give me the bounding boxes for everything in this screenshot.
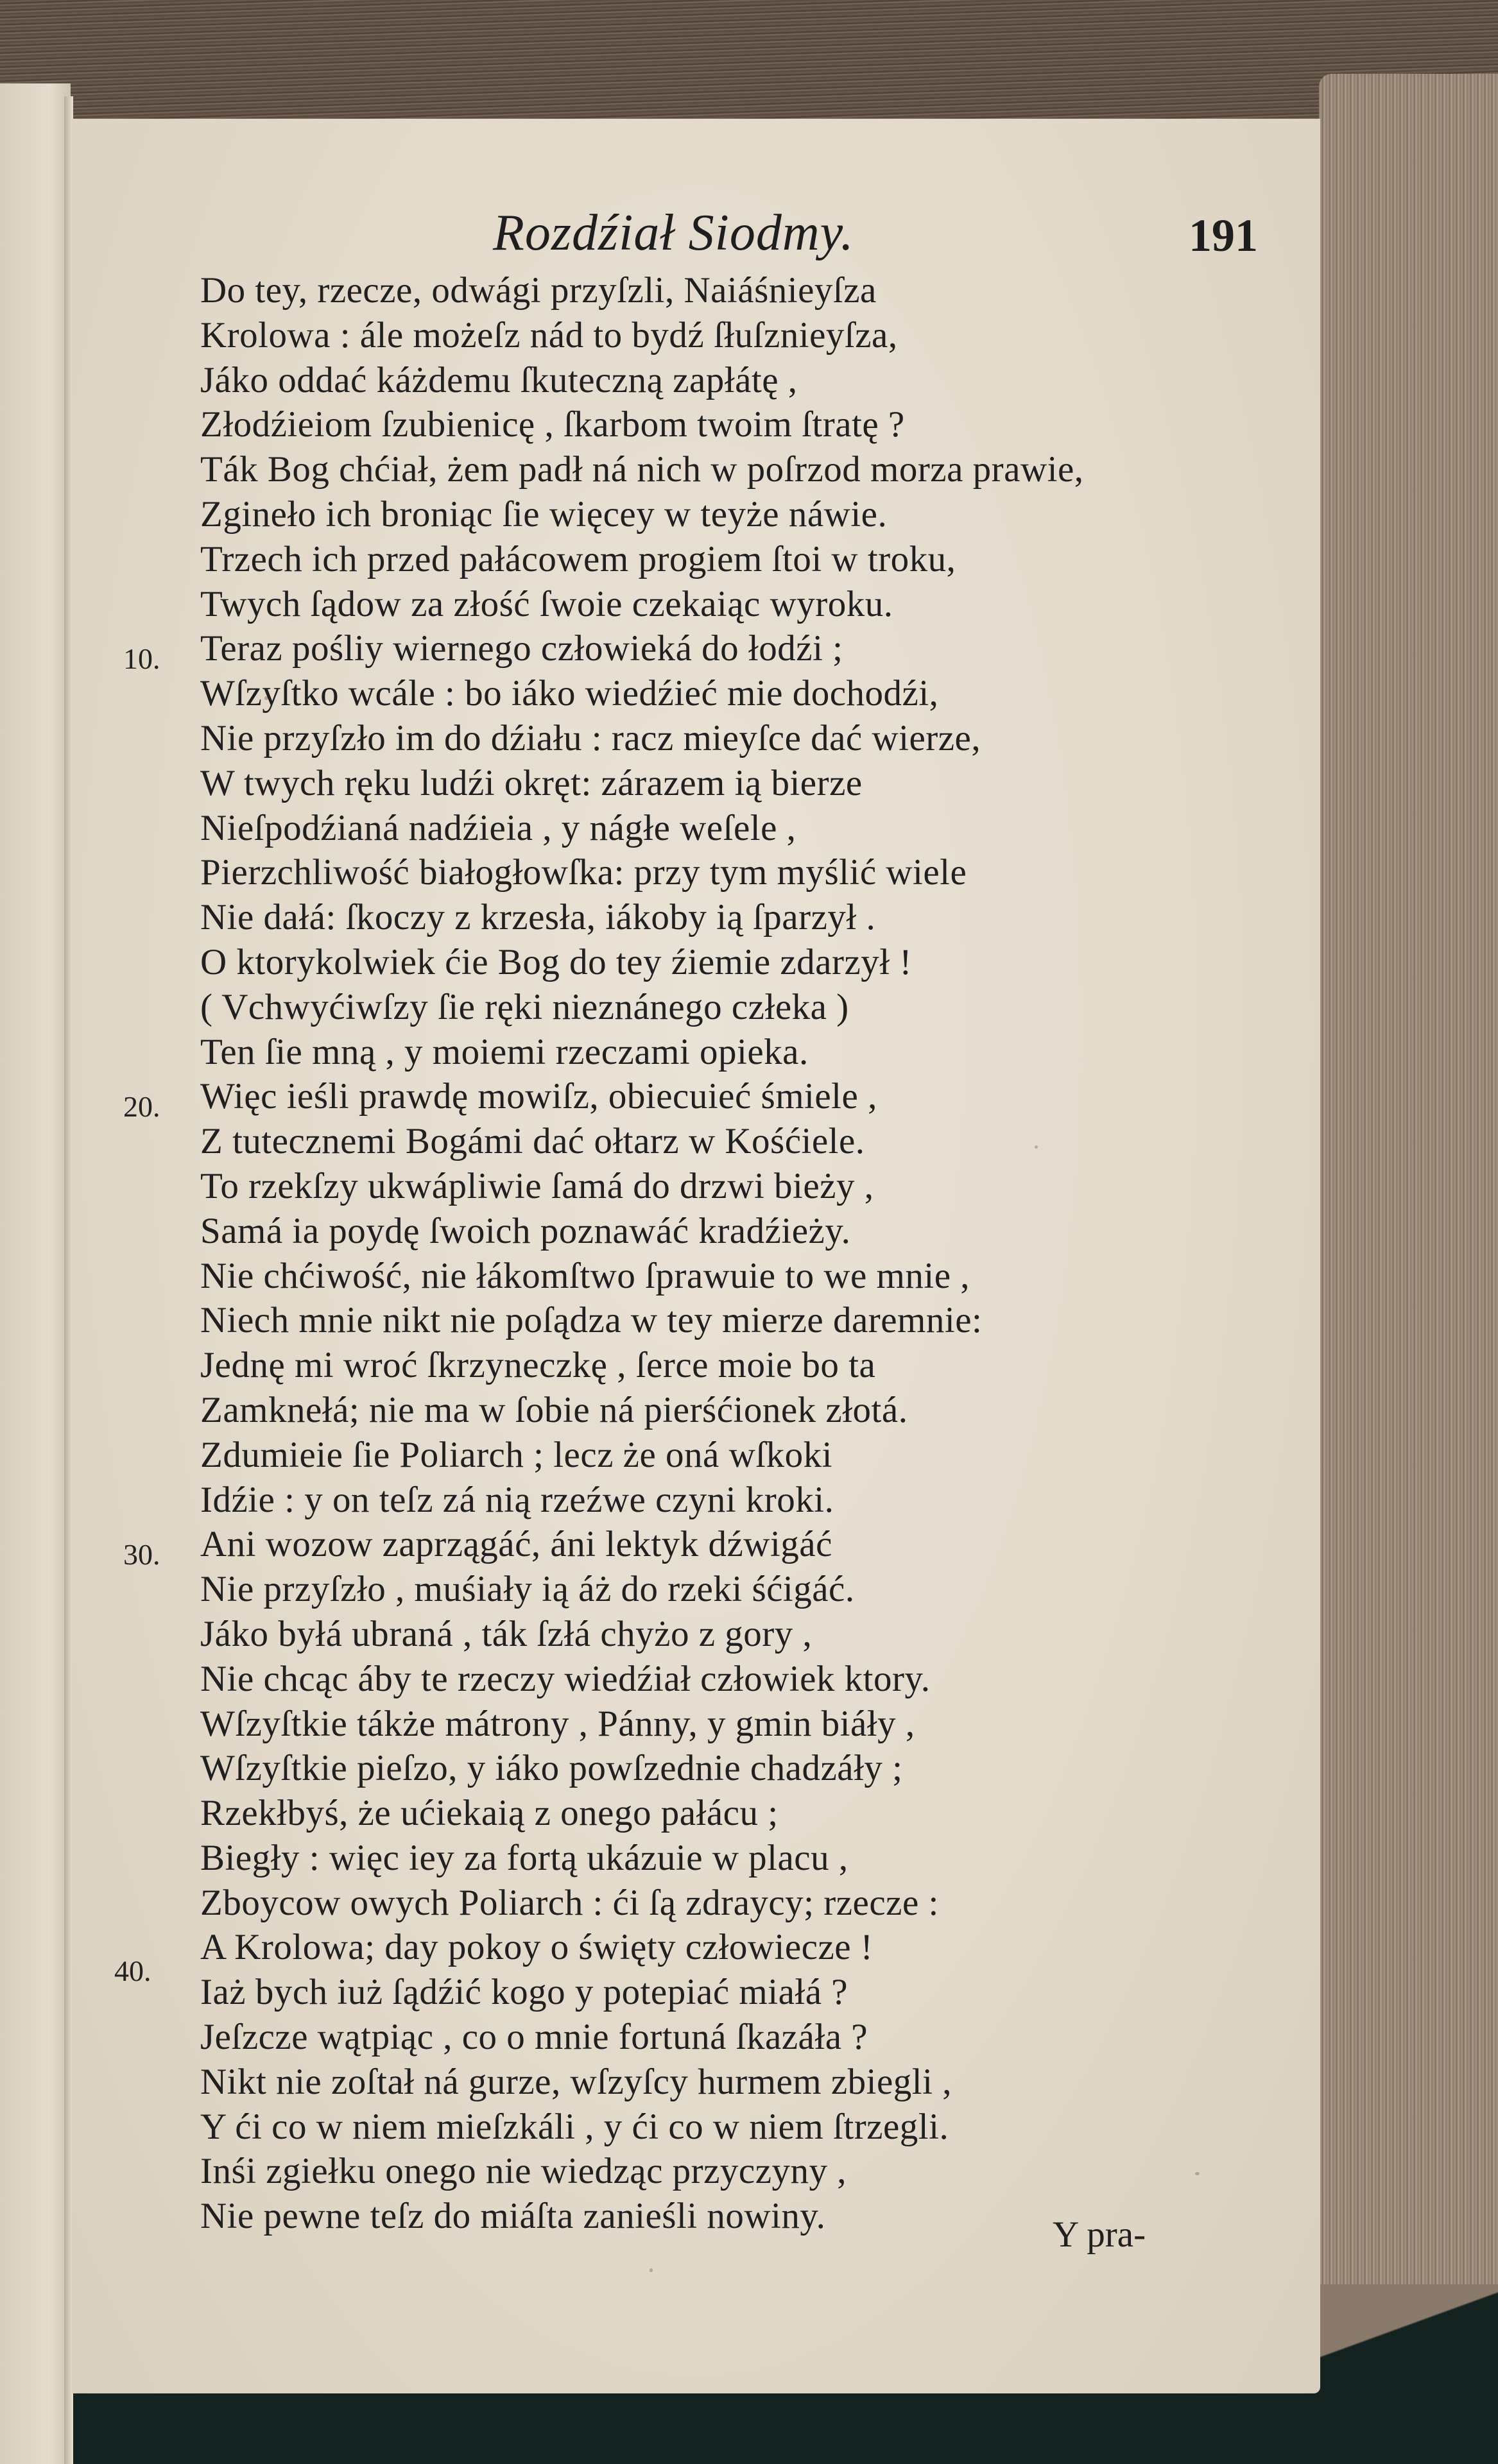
verse-line: Teraz pośliy wiernego człowieká do łodźi ;: [200, 628, 843, 669]
verse-line: Ták Bog chćiał, żem padł ná nich w poſrzod morza prawie,: [200, 449, 1084, 490]
verse-line: Twych ſądow za złość ſwoie czekaiąc wyroku.: [200, 583, 893, 624]
verse-line: Krolowa : ále możeſz nád to bydź ſłuſznieyſza,: [200, 314, 898, 355]
verse-line: Nie przyſzło im do dźiału : racz mieyſce dać wierze,: [200, 717, 981, 758]
verse-line: Więc ieśli prawdę mowiſz, obiecuieć śmiele ,: [200, 1076, 877, 1117]
verse-line: Nie przyſzło , muśiały ią áż do rzeki śćigáć.: [200, 1569, 855, 1610]
verse-line: Jáko oddać káżdemu ſkuteczną zapłátę ,: [200, 359, 798, 400]
verse-line: Iaż bych iuż ſądźić kogo y potepiać miałá ?: [200, 1972, 848, 2013]
verse-line: Zdumieie ſie Poliarch ; lecz że oná wſkoki: [200, 1434, 832, 1475]
verse-line: Zamknełá; nie ma w ſobie ná pierśćionek złotá.: [200, 1389, 908, 1430]
line-number: 20.: [123, 1090, 160, 1123]
verse-line: Nikt nie zoſtał ná gurze, wſzyſcy hurmem zbiegli ,: [200, 2061, 952, 2102]
verse-line: W twych ręku ludźi okręt: zárazem ią bierze: [200, 762, 863, 803]
page-number: 191: [1189, 210, 1258, 261]
fore-edge-bottom: [1319, 2284, 1498, 2400]
verse-line: Y ći co w niem mieſzkáli , y ći co w niem ſtrzegli.: [200, 2106, 949, 2147]
verse-line: Zboycow owych Poliarch : ći ſą zdraycy; rzecze :: [200, 1882, 939, 1923]
line-number: 40.: [114, 1955, 151, 1987]
verse-line: Wſzyſtkie pieſzo, y iáko powſzednie chadzáły ;: [200, 1748, 903, 1789]
verse-line: Wſzyſtko wcále : bo iáko wiedźieć mie dochodźi,: [200, 673, 939, 714]
verse-line: Zgineło ich broniąc ſie więcey w teyże náwie.: [200, 493, 888, 535]
catchword: Y pra-: [1053, 2214, 1146, 2255]
verse-line: Nie pewne teſz do miáſta zanieśli nowiny.: [200, 2196, 826, 2237]
verse-line: Do tey, rzecze, odwági przyſzli, Naiáśnieyſza: [200, 270, 877, 311]
verse-line: Jednę mi wroć ſkrzyneczkę , ſerce moie bo ta: [200, 1345, 876, 1386]
top-page-edges: [0, 0, 1498, 128]
verse-line: ( Vchwyćiwſzy ſie ręki nieznánego człeka ): [200, 986, 849, 1027]
verse-line: Z tutecznemi Bogámi dać ołtarz w Kośćiele.: [200, 1121, 865, 1162]
verse-line: Jeſzcze wątpiąc , co o mnie fortuná ſkazáła ?: [200, 2017, 868, 2058]
verse-line: Nieſpodźianá nadźieia , y nágłe weſele ,: [200, 807, 796, 848]
verse-line: Rzekłbyś, że ućiekaią z onego pałácu ;: [200, 1793, 779, 1834]
verse-text: [200, 268, 1291, 2239]
verse-line: Samá ia poydę ſwoich poznawáć kradźieży.: [200, 1210, 851, 1251]
verse-line: Ten ſie mną , y moiemi rzeczami opieka.: [200, 1031, 809, 1072]
running-head: Rozdźiał Siodmy.: [493, 205, 854, 261]
verse-line: A Krolowa; day pokoy o święty człowiecze !: [200, 1927, 874, 1968]
verse-line: Nie chćiwość, nie łákomſtwo ſprawuie to we mnie ,: [200, 1255, 970, 1296]
verse-line: Biegły : więc iey za fortą ukázuie w placu ,: [200, 1837, 848, 1878]
verse-line: Ani wozow zaprzągáć, áni lektyk dźwigáć: [200, 1524, 832, 1565]
verse-line: Wſzyſtkie tákże mátrony , Pánny, y gmin biáły ,: [200, 1703, 915, 1744]
verse-line: Idźie : y on teſz zá nią rzeźwe czyni kroki.: [200, 1479, 834, 1520]
verse-line: Jáko byłá ubraná , ták ſzłá chyżo z gory ,: [200, 1613, 813, 1654]
left-page-strip: [0, 83, 71, 2464]
verse-line: Nie dałá: ſkoczy z krzesła, iákoby ią ſparzył .: [200, 897, 876, 938]
verse-line: Niech mnie nikt nie poſądza w tey mierze daremnie:: [200, 1300, 983, 1341]
verse-line: Nie chcąc áby te rzeczy wiedźiał człowiek ktory.: [200, 1658, 931, 1699]
page-header: [0, 204, 1498, 262]
verse-line: Złodźieiom ſzubienicę , ſkarbom twoim ſtratę ?: [200, 404, 905, 445]
verse-line: O ktorykolwiek ćie Bog do tey źiemie zdarzył !: [200, 941, 912, 982]
line-number: 10.: [123, 642, 160, 675]
verse-line: Pierzchliwość białogłowſka: przy tym myślić wiele: [200, 852, 967, 893]
line-number: 30.: [123, 1538, 160, 1571]
verse-line: Inśi zgiełku onego nie wiedząc przyczyny ,: [200, 2151, 847, 2192]
fore-edge-page-stack: [1319, 74, 1498, 2294]
verse-line: Trzech ich przed pałácowem progiem ſtoi w troku,: [200, 538, 956, 579]
verse-line: To rzekſzy ukwápliwie ſamá do drzwi bieży ,: [200, 1165, 874, 1206]
